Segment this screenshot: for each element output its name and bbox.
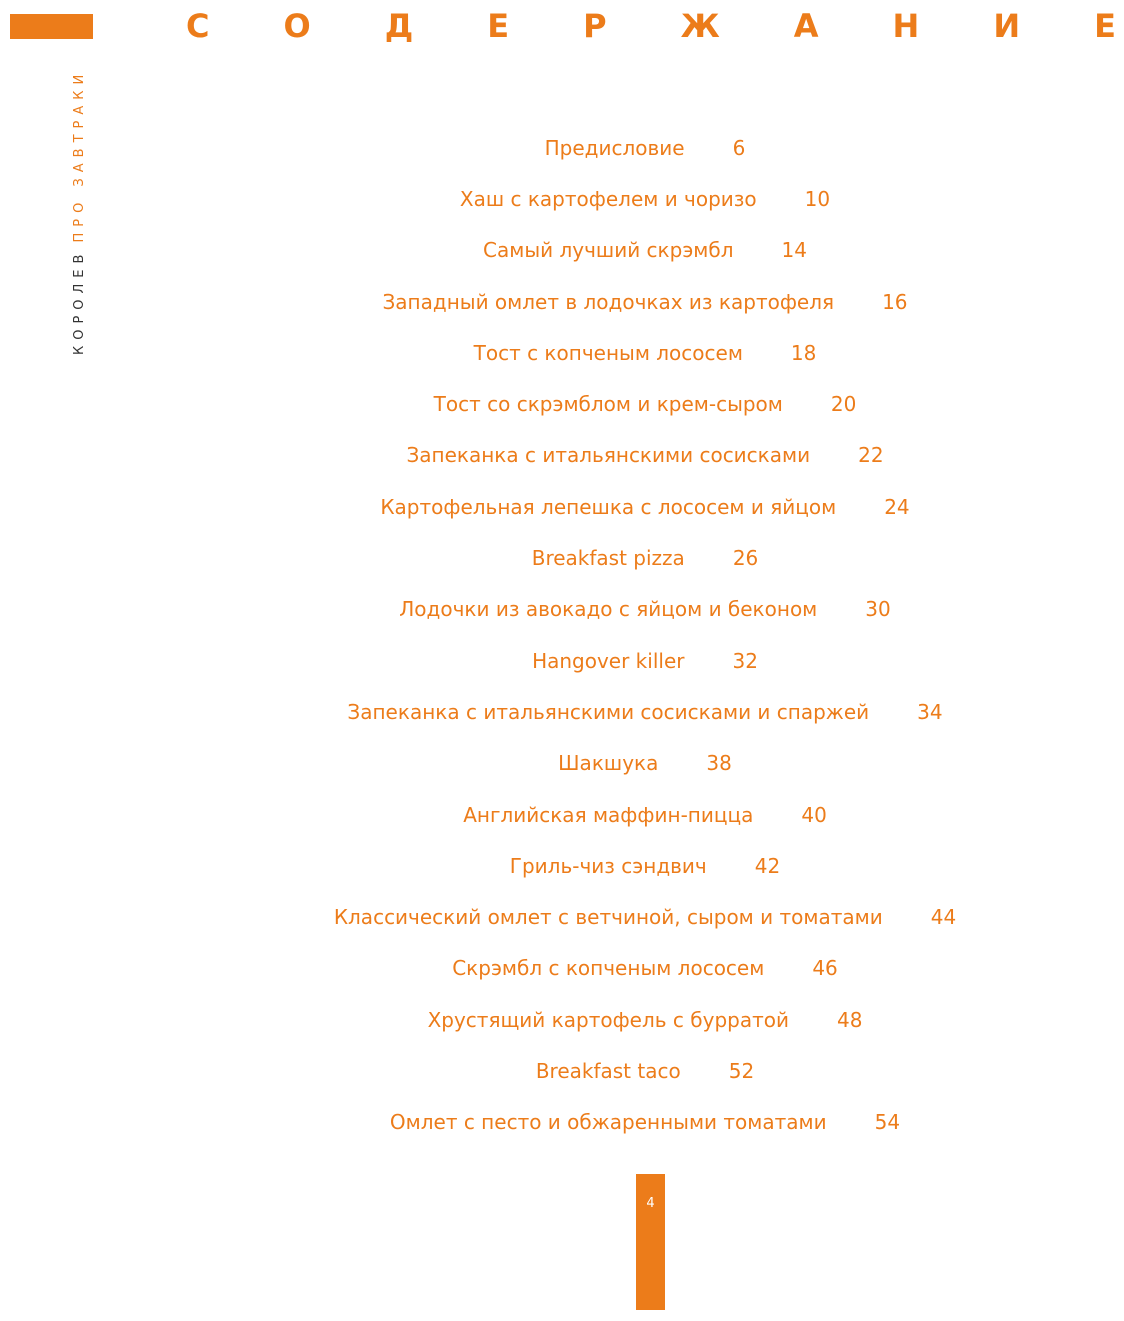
toc-entry[interactable] [260, 1097, 1030, 1148]
toc-entry-page: 48 [836, 1007, 863, 1032]
toc-entry-title: Скрэмбл с копченым лососем [452, 956, 765, 981]
toc-entry[interactable] [260, 584, 1030, 635]
toc-entry-page: 22 [858, 443, 884, 468]
toc-entry-page: 54 [874, 1110, 901, 1135]
toc-entry[interactable] [260, 686, 1030, 737]
title-letter: Е [1094, 7, 1116, 45]
spine-running-head [72, 69, 87, 355]
toc-entry-title: Тост со скрэмблом и крем-сыром [433, 392, 783, 417]
toc-entry-page: 32 [732, 648, 758, 673]
toc-entry-title: Самый лучший скрэмбл [483, 238, 734, 263]
toc-entry-title: Классический омлет с ветчиной, сыром и томатами [333, 905, 883, 930]
toc-entry-title: Омлет с песто и обжаренными томатами [389, 1110, 827, 1135]
toc-entry[interactable] [260, 327, 1030, 378]
toc-entry-title: Хрустящий картофель с бурратой [427, 1007, 789, 1032]
toc-entry[interactable] [260, 789, 1030, 840]
toc-entry-page: 10 [804, 186, 831, 211]
toc-entry-title: Шакшука [558, 751, 659, 776]
toc-entry[interactable] [260, 943, 1030, 994]
toc-entry-title: Запеканка с итальянскими сосисками [406, 443, 811, 468]
toc-entry-page: 26 [732, 546, 759, 571]
toc-entry-page: 14 [781, 238, 807, 263]
spine-subtitle: ПРО ЗАВТРАКИ [72, 68, 87, 243]
toc-entry-page: 52 [728, 1058, 755, 1083]
toc-entry-title: Картофельная лепешка с лососем и яйцом [380, 494, 837, 519]
table-of-contents [260, 122, 1030, 1148]
toc-entry[interactable] [260, 276, 1030, 327]
toc-entry-page: 44 [930, 905, 957, 930]
page-title [186, 4, 1116, 48]
toc-entry-page: 38 [706, 751, 732, 776]
toc-entry-page: 18 [790, 340, 817, 365]
toc-entry[interactable] [260, 1045, 1030, 1096]
toc-entry-page: 46 [812, 956, 838, 981]
title-letter: Р [583, 7, 607, 45]
corner-accent-bar [10, 14, 93, 39]
page-number-tab [636, 1174, 665, 1310]
toc-entry-page: 34 [917, 699, 943, 724]
title-letter: И [993, 7, 1021, 45]
toc-entry-page: 40 [801, 802, 827, 827]
toc-entry[interactable] [260, 994, 1030, 1045]
toc-entry-title: Breakfast pizza [531, 546, 685, 571]
toc-entry-title: Hangover killer [532, 648, 685, 673]
toc-entry-page: 6 [732, 135, 746, 160]
toc-entry[interactable] [260, 738, 1030, 789]
toc-entry[interactable] [260, 532, 1030, 583]
toc-entry-title: Гриль-чиз сэндвич [509, 853, 707, 878]
toc-entry-title: Английская маффин-пицца [463, 802, 754, 827]
spine-author: КОРОЛЕВ [72, 248, 87, 355]
toc-entry-page: 42 [754, 853, 781, 878]
toc-entry[interactable] [260, 378, 1030, 429]
title-letter: А [793, 7, 819, 45]
toc-entry[interactable] [260, 840, 1030, 891]
toc-entry-title: Западный омлет в лодочках из картофеля [382, 289, 835, 314]
toc-entry[interactable] [260, 635, 1030, 686]
toc-entry-title: Предисловие [544, 135, 685, 160]
title-letter: О [283, 7, 311, 45]
title-letter: С [186, 7, 210, 45]
toc-entry[interactable] [260, 225, 1030, 276]
title-letter: Н [892, 7, 920, 45]
toc-entry-title: Breakfast taco [535, 1058, 681, 1083]
title-letter: Е [487, 7, 510, 45]
toc-entry[interactable] [260, 122, 1030, 173]
toc-entry[interactable] [260, 430, 1030, 481]
toc-entry[interactable] [260, 481, 1030, 532]
title-letter: Д [384, 7, 414, 45]
toc-entry-page: 30 [865, 597, 891, 622]
toc-entry[interactable] [260, 173, 1030, 224]
toc-entry-title: Хаш с картофелем и чоризо [459, 186, 757, 211]
toc-entry-title: Запеканка с итальянскими сосисками и спаржей [347, 699, 870, 724]
toc-entry-page: 24 [884, 494, 910, 519]
page-number: 4 [646, 1196, 655, 1211]
toc-entry-title: Лодочки из авокадо с яйцом и беконом [399, 597, 818, 622]
title-letter: Ж [680, 7, 720, 45]
toc-entry-title: Тост с копченым лососем [473, 340, 743, 365]
toc-entry-page: 16 [882, 289, 908, 314]
toc-entry[interactable] [260, 891, 1030, 942]
toc-entry-page: 20 [830, 392, 857, 417]
